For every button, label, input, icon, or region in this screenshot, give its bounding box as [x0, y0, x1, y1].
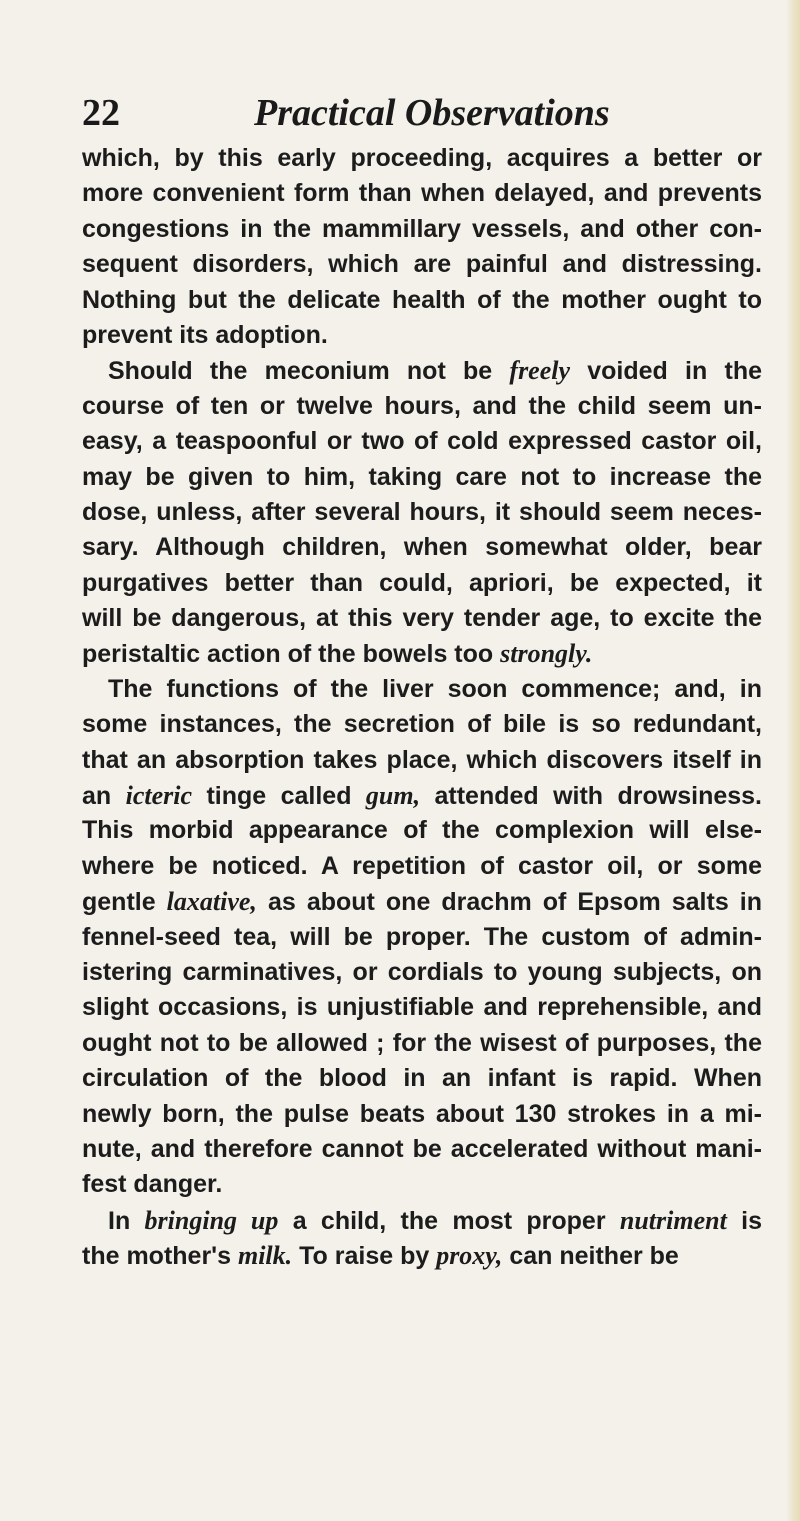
text-run: To raise by: [292, 1242, 437, 1271]
page-number: 22: [82, 92, 120, 134]
text-run: The functions of the liver soon commence; and, in: [108, 674, 762, 703]
text-line: [82, 1061, 762, 1096]
text-run: fest danger.: [82, 1170, 223, 1199]
text-run: where be noticed. A repetition of castor oil, or some: [82, 851, 762, 880]
text-run: that an absorption takes place, which discovers itself in: [82, 745, 762, 774]
text-run: Should the meconium not be: [108, 357, 510, 386]
text-run: more convenient form than when delayed, and prevents: [82, 179, 762, 208]
italic-phrase: gum,: [365, 781, 421, 811]
text-run: sequent disorders, which are painful and distressing.: [82, 250, 762, 279]
text-line: [82, 1097, 762, 1132]
italic-phrase: nutriment: [619, 1205, 727, 1235]
text-line: [82, 530, 762, 565]
text-line: [82, 849, 762, 884]
text-run: the mother's: [82, 1242, 238, 1271]
text-line: [82, 990, 762, 1025]
text-line: [82, 1132, 762, 1167]
text-run: nute, and therefore cannot be accelerated without mani-: [82, 1134, 762, 1163]
text-run: slight occasions, is unjustifiable and reprehensible, and: [82, 993, 762, 1022]
text-run: attended with drowsiness.: [420, 782, 762, 811]
text-line: [82, 743, 762, 778]
text-line: [82, 884, 762, 919]
page-header: [82, 88, 762, 138]
text-run: Nothing but the delicate health of the mother ought to: [82, 285, 762, 314]
text-run: voided in the: [570, 357, 762, 386]
text-run: easy, a teaspoonful or two of cold expressed castor oil,: [82, 427, 762, 456]
text-run: prevent its adoption.: [82, 320, 328, 349]
text-line: [82, 424, 762, 459]
text-run: peristaltic action of the bowels too: [82, 640, 501, 669]
text-line: [82, 212, 762, 247]
page-edge-shadow: [786, 0, 800, 1521]
text-run: newly born, the pulse beats about 130 strokes in a mi-: [82, 1099, 762, 1128]
text-run: which, by this early proceeding, acquires a better or: [82, 144, 762, 172]
text-line: [82, 955, 762, 990]
text-run: may be given to him, taking care not to increase the: [82, 462, 762, 491]
text-line: [82, 460, 762, 495]
running-title: Practical Observations: [254, 92, 610, 134]
text-line: [82, 778, 762, 813]
text-run: can neither be: [502, 1242, 679, 1271]
text-run: congestions in the mammillary vessels, and other con-: [82, 214, 762, 243]
text-run: fennel-seed tea, will be proper. The custom of admin-: [82, 922, 762, 951]
text-line: [82, 707, 762, 742]
text-line: [82, 601, 762, 636]
text-line: [82, 1026, 762, 1061]
text-run: This morbid appearance of the complexion will else-: [82, 816, 762, 845]
text-run: is: [726, 1206, 762, 1235]
text-line: [82, 1167, 762, 1202]
italic-phrase: strongly.: [500, 639, 593, 669]
text-run: some instances, the secretion of bile is so redundant,: [82, 710, 762, 739]
text-run: sary. Although children, when somewhat older, bear: [82, 533, 762, 562]
text-run: circulation of the blood in an infant is rapid. When: [82, 1064, 762, 1093]
text-run: dose, unless, after several hours, it should seem neces-: [82, 497, 762, 526]
text-line: [82, 247, 762, 282]
text-line: [82, 176, 762, 211]
text-line: [82, 672, 762, 707]
text-line: [82, 566, 762, 601]
text-run: will be dangerous, at this very tender age, to excite the: [82, 604, 762, 633]
body-text: [82, 141, 762, 1274]
italic-phrase: laxative,: [166, 887, 257, 917]
text-run: purgatives better than could, apriori, be expected, it: [82, 568, 762, 597]
text-line: [82, 141, 762, 176]
italic-phrase: icteric: [125, 781, 193, 811]
text-line: [82, 920, 762, 955]
text-run: In: [108, 1206, 145, 1235]
text-run: a child, the most proper: [278, 1206, 620, 1235]
text-run: gentle: [82, 888, 167, 917]
text-line: [82, 318, 762, 353]
italic-phrase: bringing up: [144, 1205, 279, 1235]
text-run: an: [82, 782, 126, 811]
text-line: [82, 636, 762, 671]
text-line: [82, 495, 762, 530]
text-line: [82, 283, 762, 318]
text-run: tinge called: [192, 782, 366, 811]
text-line: [82, 1203, 762, 1238]
text-line: [82, 1238, 762, 1273]
text-line: [82, 389, 762, 424]
text-run: course of ten or twelve hours, and the child seem un-: [82, 391, 762, 420]
text-run: ought not to be allowed ; for the wisest of purposes, the: [82, 1028, 762, 1057]
text-line: [82, 813, 762, 848]
text-run: as about one drachm of Epsom salts in: [256, 888, 762, 917]
text-line: [82, 353, 762, 388]
italic-phrase: freely: [509, 356, 571, 386]
italic-phrase: milk.: [237, 1241, 293, 1271]
italic-phrase: proxy,: [436, 1241, 503, 1271]
text-run: istering carminatives, or cordials to young subjects, on: [82, 957, 762, 986]
